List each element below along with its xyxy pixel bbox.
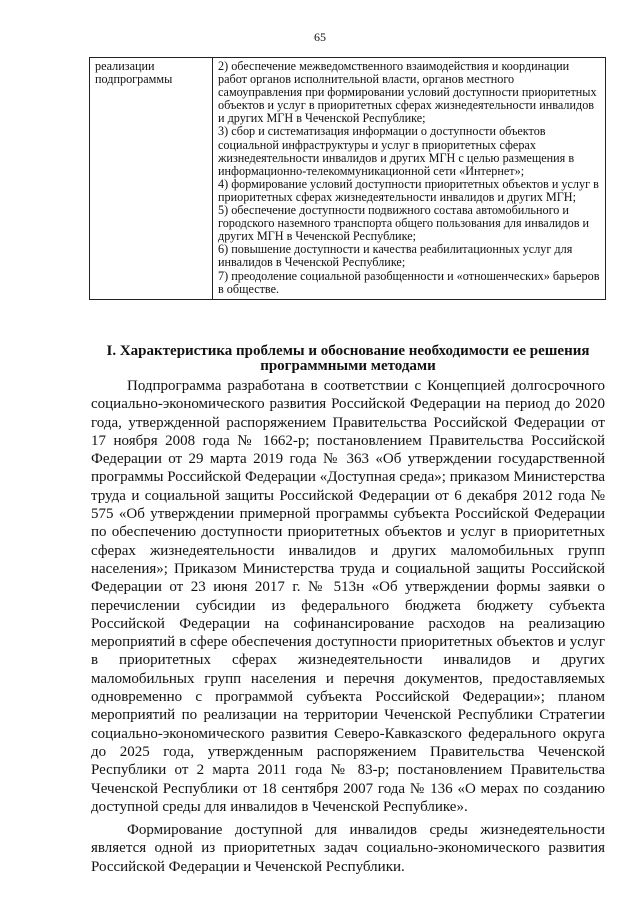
table-content-cell [213,58,606,300]
body-paragraph-1: Подпрограмма разработана в соответствии с Концепцией долгосрочного социально-экономического развития Российской Федерации на период до 2020 года, утвержденной распоряжением Правительства Российской Федерации от 17 ноября 2008 года № 1662-р; постановлением Правительства Российской Федерации от 29 марта 2019 года № 363 «Об утверждении государственной программы Российской Федерации «Доступная среда»; приказом Министерства труда и социальной защиты Российской Федерации от 6 декабря 2012 года № 575 «Об утверждении примерной программы субъекта Российской Федерации по обеспечению доступности приоритетных объектов и услуг в приоритетных сферах жизнедеятельности инвалидов и других маломобильных групп населения»; Приказом Министерства труда и социальной защиты Российской Федерации от 23 июня 2017 г. № 513н «Об утверждении формы заявки о перечислении субсидии из федерального бюджета бюджету субъекта Российской Федерации на софинансирование расходов на реализацию мероприятий в сфере обеспечения доступности приоритетных объектов и услуг в приоритетных сферах жизнедеятельности инвалидов и других маломобильных групп населения и перечня документов, предоставляемых одновременно с программой субъекта Российской Федерации»; планом мероприятий по реализации на территории Чеченской Республики Стратегии социально-экономического развития Северо-Кавказского федерального округа до 2025 года, утвержденным распоряжением Правительства Чеченской Республики от 2 марта 2011 года № 83-р; постановлением Правительства Чеченской Республики от 18 сентября 2007 года № 136 «О мерах по созданию доступной среды для инвалидов в Чеченской Республике». [91,378,605,815]
page-number: 65 [314,30,326,44]
goal-item-6: 6) повышение доступности и качества реабилитационных услуг для инвалидов в Чеченской Республике; [218,242,573,270]
goal-item-2: 2) обеспечение межведомственного взаимодействия и координации работ органов исполнительной власти, органов местного самоуправления при формировании условий доступности приоритетных объектов и услуг в приоритетных сферах жизнедеятельности инвалидов и других МГН в Чеченской Республике; [218,59,597,126]
goal-item-5: 5) обеспечение доступности подвижного состава автомобильного и городского наземного транспорта общего пользования для инвалидов и других МГН в Чеченской Республике; [218,203,590,244]
table-row [90,58,606,300]
section-body [91,377,605,876]
section-heading: I. Характеристика проблемы и обоснование необходимости ее решения программными методами [106,343,590,374]
goal-item-4: 4) формирование условий доступности приоритетных объектов и услуг в приоритетных сферах жизнедеятельности инвалидов и других МГН; [218,176,599,204]
goal-item-7: 7) преодоление социальной разобщенности и «отношенческих» барьеров в обществе. [218,268,600,296]
goals-table [89,57,606,300]
goal-item-3: 3) сбор и систематизация информации о доступности объектов социальной инфраструктуры и услуг в приоритетных сферах жизнедеятельности инвалидов и других МГН с целью размещения в информационно-телекоммуникационной сети «Интернет»; [218,124,575,178]
table-label-cell: реализации подпрограммы [90,58,213,300]
body-paragraph-2: Формирование доступной для инвалидов среды жизнедеятельности является одной из приоритетных задач социально-экономического развития Российской Федерации и Чеченской Республики. [91,822,605,875]
